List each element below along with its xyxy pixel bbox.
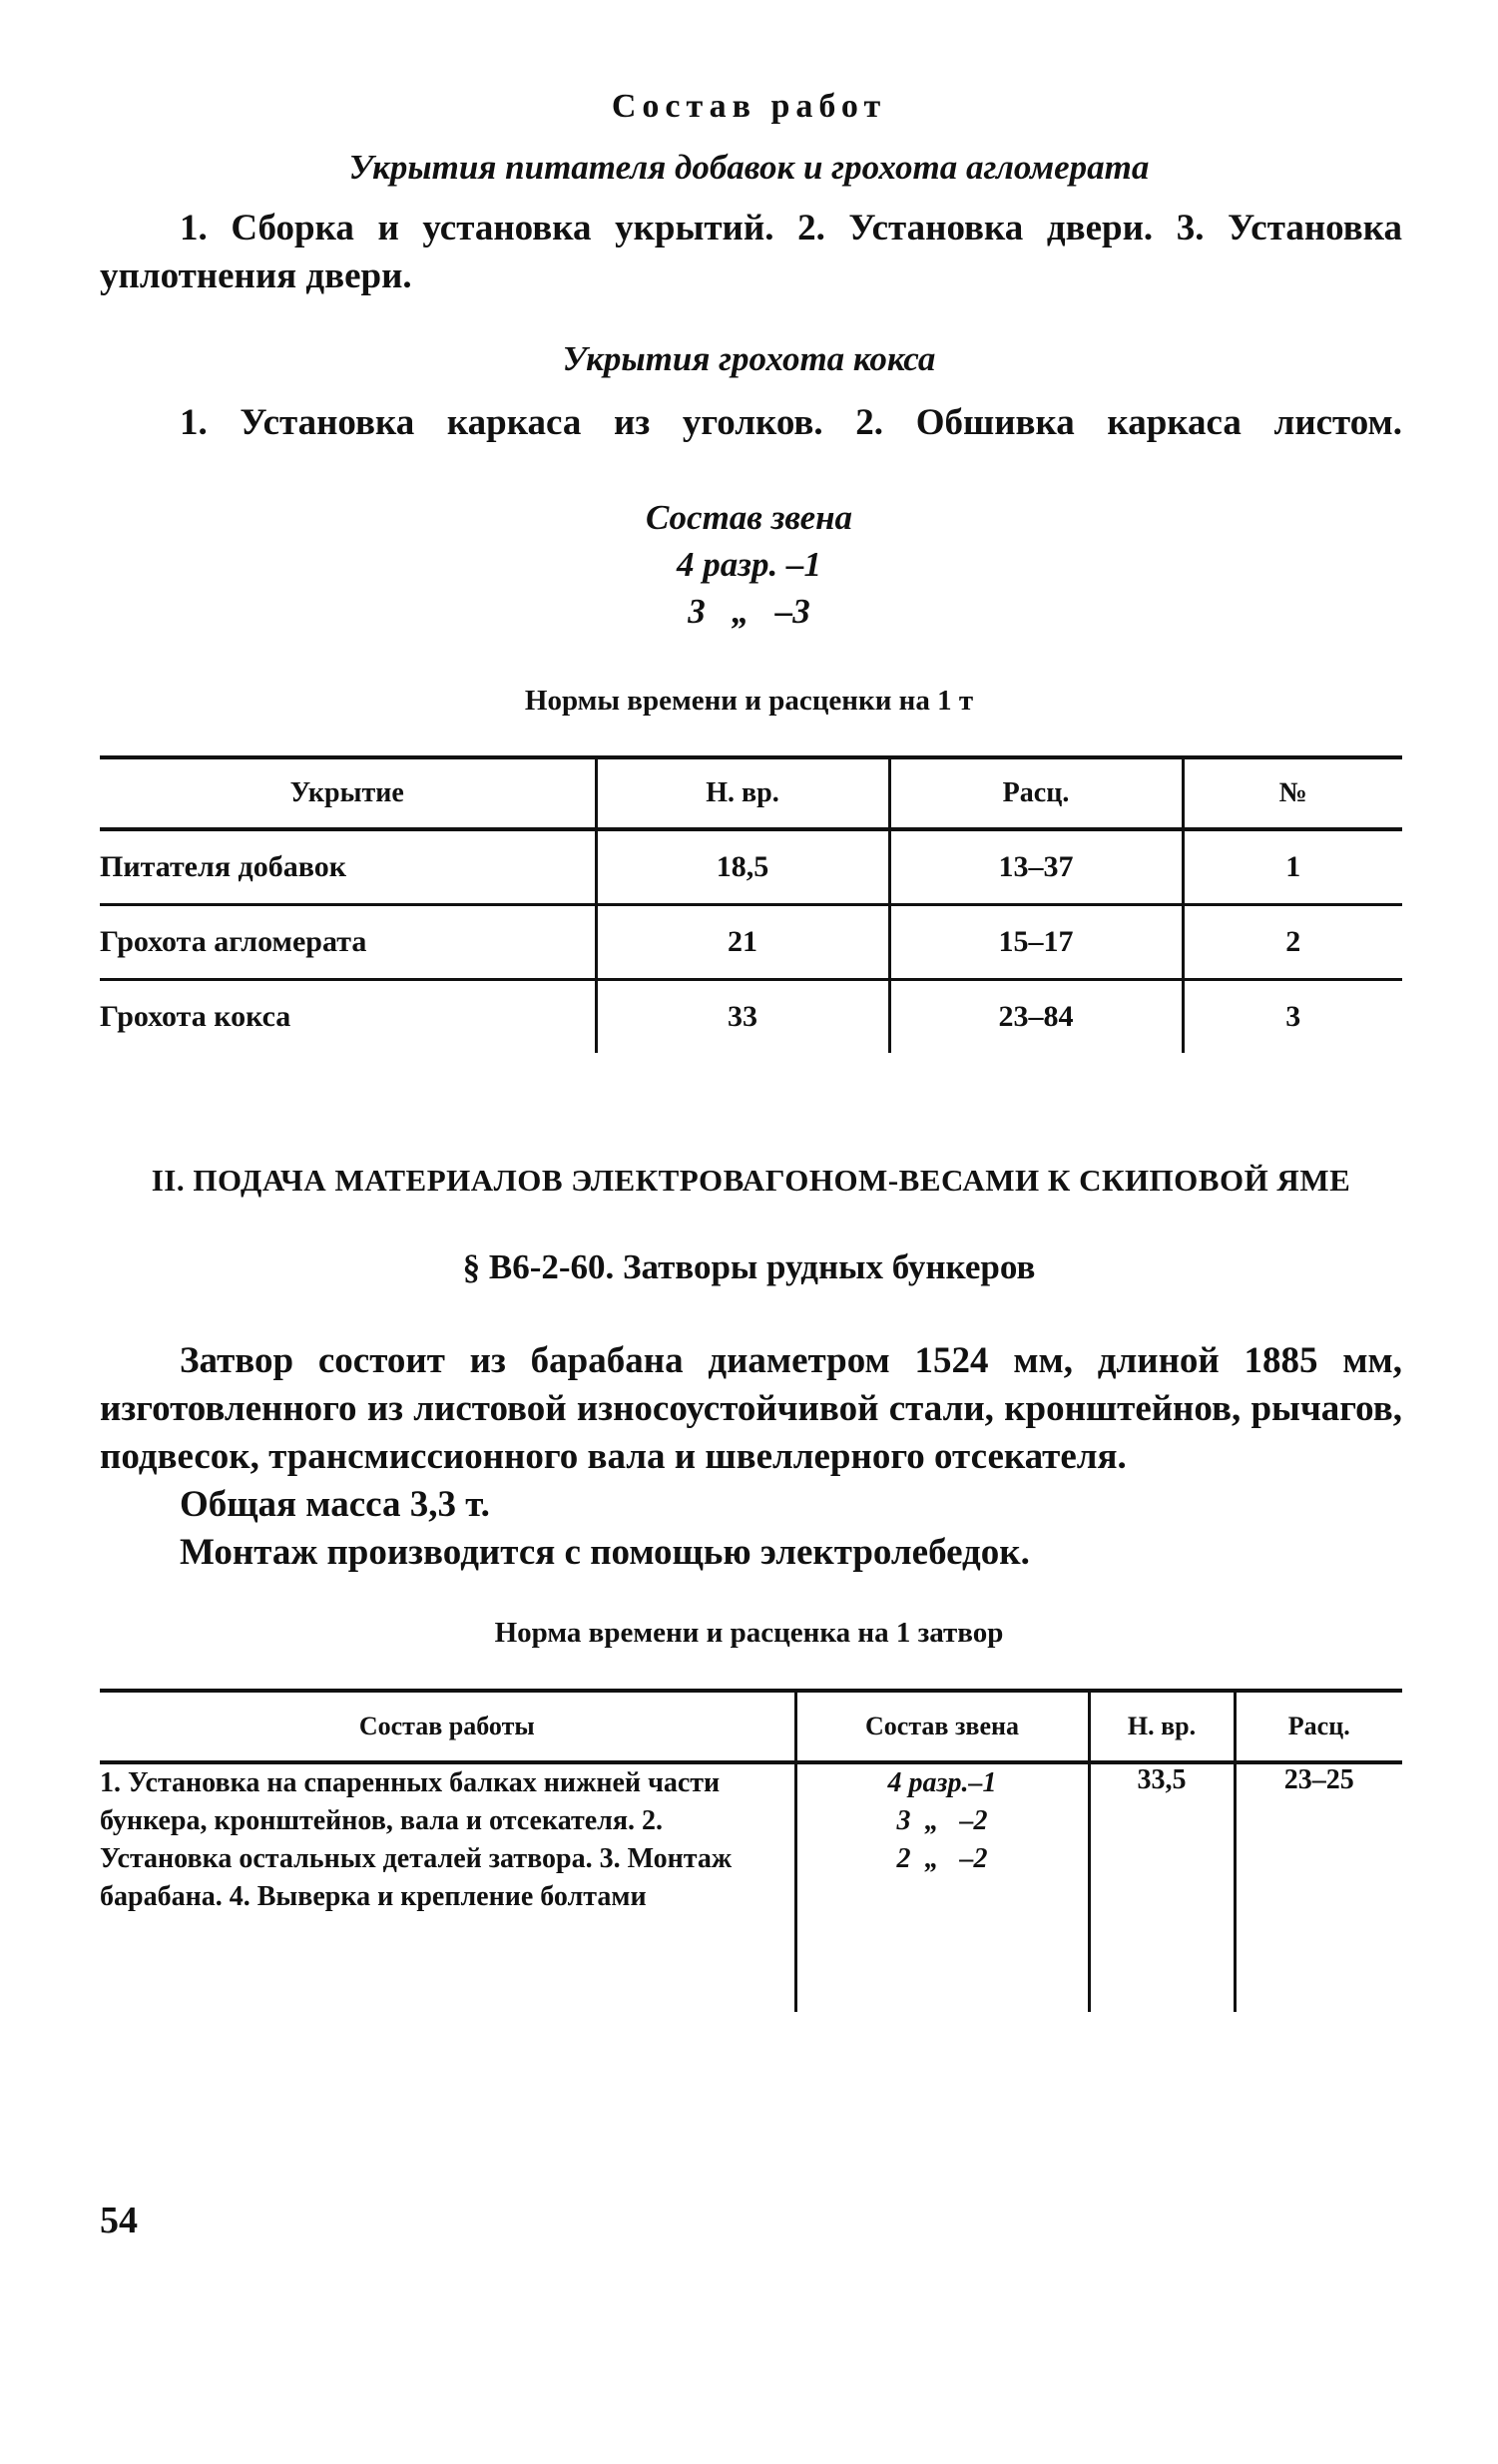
table-cell-number: 2 (1183, 905, 1402, 980)
table1-header-rate: Расц. (889, 757, 1183, 829)
table-row (100, 829, 1402, 905)
crew-line-2: 3 „ –3 (688, 592, 810, 631)
crew-line-3: 2 „ –2 (896, 1843, 988, 1874)
table-row (100, 1762, 1402, 2012)
crew-line-1: 4 разр.–1 (887, 1767, 997, 1798)
table1-header-cover: Укрытие (100, 757, 596, 829)
table2-header-crew: Состав звена (795, 1691, 1089, 1762)
table2-header-row (100, 1691, 1402, 1762)
table2-header-norm: Н. вр. (1089, 1691, 1235, 1762)
table-cell-cover: Грохота кокса (100, 1000, 291, 1033)
table-cell-norm: 21 (596, 905, 889, 980)
work-list-1 (100, 205, 1402, 300)
work-list-2-text: 1. Установка каркаса из уголков. 2. Обшивка каркаса листом. (180, 402, 1402, 443)
table-cell-rate: 15–17 (889, 905, 1183, 980)
section-title: Состав работ (611, 88, 887, 125)
chapter-heading: II. ПОДАЧА МАТЕРИАЛОВ ЭЛЕКТРОВАГОНОМ-ВЕСАМИ К СКИПОВОЙ ЯМЕ (151, 1163, 1351, 1198)
table-cell-cover: Грохота агломерата (100, 905, 596, 980)
table-cell-rate: 23–84 (889, 980, 1183, 1054)
subtitle-coke-screen: Укрытия грохота кокса (562, 339, 936, 378)
table-cell-norm: 18,5 (596, 829, 889, 905)
gate-mass (100, 1481, 1402, 1529)
norms-table-1 (100, 755, 1402, 1053)
table-row (100, 980, 1402, 1054)
installation-method (100, 1529, 1402, 1577)
table-cell-cover: Питателя добавок (100, 829, 596, 905)
table-cell-number: 3 (1183, 980, 1402, 1054)
crew-title: Состав звена (645, 498, 853, 537)
crew-line-1: 4 разр. –1 (677, 545, 821, 584)
table-cell-norm: 33,5 (1089, 1762, 1235, 2012)
table-cell-norm: 33 (596, 980, 889, 1054)
table-cell-number: 1 (1183, 829, 1402, 905)
work-list-1-text: 1. Сборка и установка укрытий. 2. Установка двери. 3. Установка уплотнения двери. (100, 208, 1402, 296)
gate-description-text: Затвор состоит из барабана диаметром 1524 мм, длиной 1885 мм, изготовленного из листовой износоустойчивой стали, кронштейнов, рычагов, подвесок, трансмиссионного вала и швеллерного отсекателя. (100, 1340, 1402, 1477)
crew-line-2: 3 „ –2 (896, 1805, 988, 1836)
table2-header-work: Состав работы (100, 1691, 795, 1762)
table1-header-norm: Н. вр. (596, 757, 889, 829)
table-cell-work: 1. Установка на спаренных балках нижней части бункера, кронштейнов, вала и отсекателя. 2. Установка остальных деталей затвора. 3. Монтаж барабана. 4. Выверка и крепление болтами (100, 1767, 733, 1912)
paragraph-heading: § В6-2-60. Затворы рудных бункеров (462, 1247, 1036, 1286)
table2-header-rate: Расц. (1235, 1691, 1402, 1762)
crew-block (0, 494, 1498, 635)
table1-header-row (100, 757, 1402, 829)
table-cell-crew (795, 1762, 1089, 2012)
gate-mass-text: Общая масса 3,3 т. (180, 1484, 490, 1525)
work-list-2 (100, 399, 1402, 447)
table-cell-rate: 13–37 (889, 829, 1183, 905)
table-cell-rate: 23–25 (1235, 1762, 1402, 2012)
table-row (100, 905, 1402, 980)
gate-description (100, 1337, 1402, 1481)
installation-method-text: Монтаж производится с помощью электролебедок. (180, 1532, 1030, 1573)
table1-title: Нормы времени и расценки на 1 т (524, 685, 974, 717)
table1-header-number: № (1183, 757, 1402, 829)
page-number: 54 (100, 2200, 138, 2241)
norms-table-2 (100, 1689, 1402, 2012)
table2-title: Норма времени и расценка на 1 затвор (494, 1617, 1004, 1649)
subtitle-feeder-screen: Укрытия питателя добавок и грохота агломерата (348, 148, 1150, 187)
